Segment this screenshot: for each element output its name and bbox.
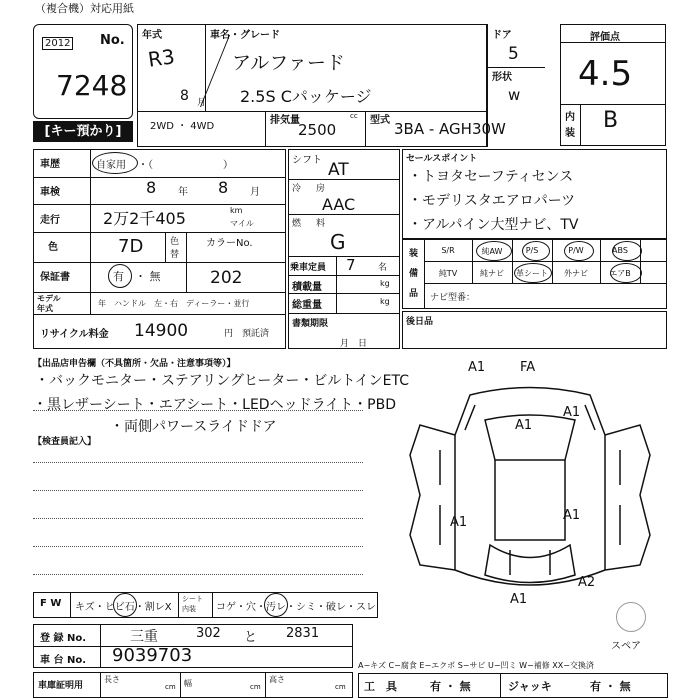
door-label: ドア (492, 30, 512, 41)
fuel-label-1: 燃 (292, 219, 302, 229)
notes-label: 【出品店申告欄（不具箇所・欠品・注意事項等）】 (33, 359, 236, 369)
chassis-label: 車 台 No. (40, 655, 87, 666)
navi-label: ナビ型番： (430, 293, 476, 303)
note-line-2: ・黒レザーシート・エアシート・LEDヘッドライト・PBD (33, 397, 396, 413)
equip-label-3: 品 (409, 289, 419, 299)
lot-no-label: No. (100, 33, 125, 48)
shape-label: 形状 (492, 72, 512, 83)
inspection-year-unit: 年 (178, 187, 188, 198)
inspection-month-unit: 月 (250, 187, 260, 198)
grade-value: 2.5S Cパッケージ (240, 87, 372, 106)
score-label: 評価点 (590, 32, 620, 43)
equip-sr: S/R (441, 246, 455, 255)
aircon-value: AAC (322, 195, 356, 214)
recycle-label: リサイクル料金 (40, 329, 109, 340)
color-no-label: カラーNo. (206, 238, 253, 249)
mark-a1-right-rear: A1 (563, 508, 581, 523)
tools-value: 有 ・ 無 (430, 680, 471, 693)
mile-label: マイル (230, 219, 254, 228)
cert-label: 車庫証明用 (38, 681, 84, 691)
capacity-label: 乗車定員 (290, 263, 327, 273)
interior-label-2: 装 (565, 128, 575, 139)
inspection-month: 8 (218, 178, 229, 197)
color-change-2: 替 (170, 250, 180, 260)
inspection-label: 車検 (40, 187, 60, 198)
door-value: 5 (508, 44, 519, 64)
reg-class: 302 (196, 626, 221, 641)
score-value: 4.5 (578, 54, 633, 94)
color-change-1: 色 (170, 237, 180, 247)
seat-label-2: 内装 (182, 605, 196, 613)
interior-label-1: 内 (565, 112, 575, 123)
mark-a1-hood: A1 (515, 418, 533, 433)
equip-airbag: エアB (609, 269, 631, 278)
interior-value: B (603, 108, 619, 133)
history-box (33, 149, 286, 349)
equip-pw: P/W (568, 246, 584, 255)
jack-value: 有 ・ 無 (590, 680, 631, 693)
equip-ps: P/S (525, 246, 539, 255)
inspection-year: 8 (146, 178, 157, 197)
form-title: （複合機）対応用紙 (35, 2, 134, 15)
model-value: 3BA - AGH30W (394, 120, 506, 138)
note-line-1: ・バックモニター・ステアリングヒーター・ビルトインETC (35, 373, 409, 389)
equip-navi: 純ナビ (480, 269, 504, 278)
equip-abs: ABS (612, 246, 628, 255)
len-unit: cm (165, 683, 176, 691)
height-unit: cm (335, 683, 346, 691)
width-unit: cm (250, 683, 261, 691)
mileage-label: 走行 (40, 215, 60, 226)
reg-num: 2831 (286, 626, 320, 641)
sales-point-2: ・モデリスタエアロパーツ (408, 193, 576, 209)
reg-label: 登 録 No. (40, 633, 87, 644)
mark-a1-right: A1 (563, 405, 581, 420)
note-line-3: ・両側パワースライドドア (110, 419, 277, 435)
gross-unit: kg (380, 297, 390, 306)
mark-a1-rear: A1 (510, 592, 528, 607)
sales-point-3: ・アルパイン大型ナビ、TV (408, 217, 579, 233)
key-badge: [キー預かり] (33, 121, 133, 142)
height-label: 高さ (269, 675, 285, 684)
mark-a2: A2 (578, 575, 596, 590)
shift-value: AT (328, 160, 349, 180)
model-year-2: 年式 (37, 304, 53, 313)
damage-legend: A−キズ C−腐食 E−エクボ S−サビ U−凹ミ W−補修 XX−交換済 (358, 661, 594, 670)
spare-label: スペア (611, 641, 641, 652)
shift-label: シフト (292, 155, 322, 166)
capacity-unit: 名 (378, 263, 388, 273)
lot-box (33, 24, 133, 119)
equip-label-1: 装 (409, 249, 419, 259)
recycle-unit: 円 預託済 (224, 329, 270, 339)
shape-value: w (508, 86, 521, 104)
equip-tv: 純TV (438, 269, 458, 278)
damage-items: キズ・ヒビ石・割レX (75, 602, 172, 613)
history-own: 自家用 (96, 160, 126, 171)
load-label: 積載量 (292, 282, 322, 293)
equip-label-2: 備 (409, 269, 419, 279)
lot-year: 2012 (42, 37, 73, 50)
aircon-label-2: 房 (316, 184, 326, 194)
inspector-label: 【検査員記入】 (33, 437, 97, 447)
model-year-fields: 年 ハンドル 左・右 ディーラー・並行 (98, 299, 250, 308)
retrofit-box (402, 311, 667, 349)
jack-label: ジャッキ (508, 680, 552, 693)
registration-unit: 月 日 (340, 339, 368, 349)
year-value: R3 (146, 44, 177, 72)
registration-label: 書類期限 (292, 319, 329, 329)
fw-label: F W (40, 598, 62, 609)
equip-ext-navi: 外ナビ (564, 269, 588, 278)
car-diagram (400, 375, 660, 615)
seat-items: コゲ・穴・汚レ・シミ・破レ・スレ (216, 602, 376, 613)
warranty-label: 保証書 (40, 272, 70, 283)
tools-label: 工 具 (364, 680, 397, 693)
model-label: 型式 (370, 115, 390, 126)
aircon-label-1: 冷 (292, 184, 302, 194)
warranty-no: ・ 無 (135, 270, 161, 283)
fuel-value: G (330, 230, 346, 254)
fuel-label-2: 料 (316, 219, 326, 229)
mark-a1-top: A1 (468, 360, 486, 375)
width-label: 幅 (184, 679, 192, 688)
equip-leather: 革シート (516, 269, 548, 278)
model-year-1: モデル (37, 294, 61, 303)
chassis-value: 9039703 (112, 645, 193, 666)
sales-label: セールスポイント (406, 154, 478, 164)
equip-aw: 純AW (481, 247, 503, 256)
warranty-yes: 有 (113, 270, 124, 283)
lot-number: 7248 (56, 69, 128, 102)
name-label: 車名・グレード (210, 30, 280, 41)
color-value: 7D (118, 236, 144, 257)
reg-kana: と (244, 630, 258, 645)
color-label: 色 (48, 242, 58, 253)
drive-label: 2WD ・ 4WD (150, 121, 215, 132)
sales-point-1: ・トヨタセーフティセンス (408, 169, 574, 185)
year-label: 年式 (142, 30, 162, 41)
recycle-value: 14900 (134, 321, 189, 341)
color-no-value: 202 (210, 268, 243, 288)
mark-a1-left: A1 (450, 515, 468, 530)
gross-label: 総重量 (292, 300, 322, 311)
displacement-value: 2500 (298, 121, 337, 139)
name-value: アルファード (232, 52, 345, 74)
capacity-value: 7 (346, 256, 356, 274)
history-label: 車歴 (40, 159, 60, 170)
month-unit: 月 (197, 98, 207, 108)
retrofit-label: 後日品 (406, 317, 434, 327)
displacement-label: 排気量 (270, 115, 300, 126)
len-label: 長さ (104, 675, 120, 684)
history-rest: ・（ ） (138, 160, 233, 171)
reg-pref: 三重 (130, 629, 158, 645)
load-unit: kg (380, 279, 390, 288)
cc-label: cc (350, 112, 358, 120)
mileage-value: 2万2千405 (103, 209, 186, 228)
mark-fa: FA (520, 360, 536, 375)
month-value: 8 (180, 88, 189, 104)
seat-label-1: シート (182, 595, 203, 603)
km-label: km (230, 206, 243, 215)
